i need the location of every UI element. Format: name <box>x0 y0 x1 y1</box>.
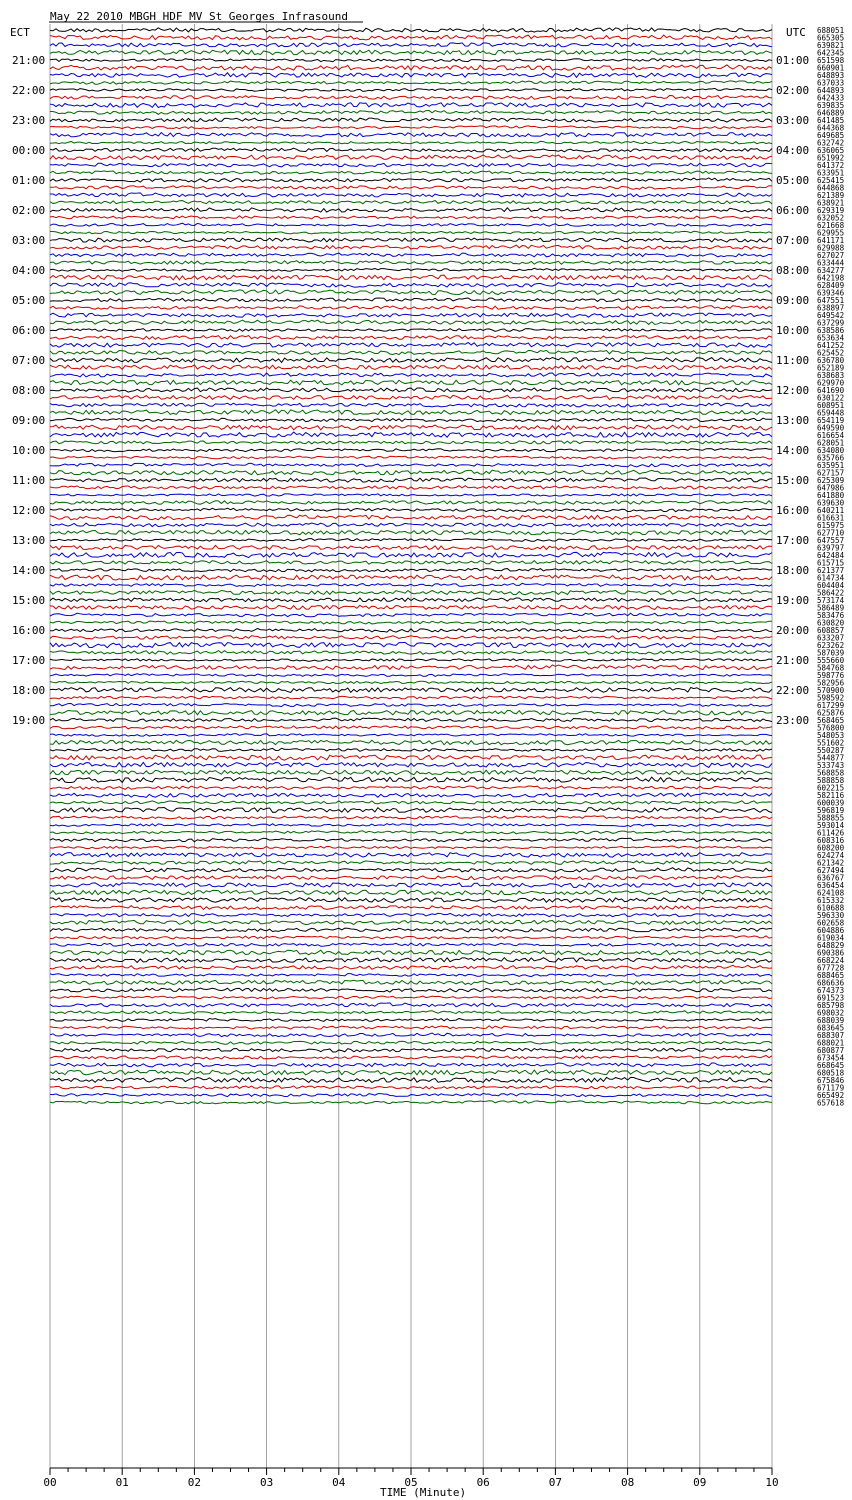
ect-hour-label: 10:00 <box>12 444 46 457</box>
trace-max-value: 648893 <box>817 71 845 80</box>
x-tick-label: 03 <box>259 1476 274 1489</box>
x-tick-label: 04 <box>332 1476 346 1489</box>
trace-max-value: 654119 <box>817 416 845 425</box>
trace-max-value: 614734 <box>817 573 845 583</box>
trace-max-value: 615975 <box>817 521 845 530</box>
utc-hour-label: 05:00 <box>776 174 810 187</box>
utc-hour-label: 19:00 <box>776 594 810 607</box>
utc-hour-label: 11:00 <box>776 354 810 367</box>
trace-max-value: 586422 <box>817 588 845 598</box>
trace-max-value: 647557 <box>817 536 845 545</box>
trace-max-value: 690386 <box>817 948 845 958</box>
trace-max-value: 639630 <box>817 498 845 508</box>
trace-max-value: 633207 <box>817 633 845 643</box>
x-axis-label: TIME (Minute) <box>380 1486 467 1499</box>
ect-hour-label: 11:00 <box>12 474 46 487</box>
utc-hour-label: 07:00 <box>776 234 810 247</box>
trace-max-value: 593014 <box>817 821 845 830</box>
trace-max-value: 619034 <box>817 933 845 943</box>
utc-hour-label: 14:00 <box>776 444 810 457</box>
trace-max-value: 641252 <box>817 341 845 350</box>
trace-max-value: 673454 <box>817 1053 845 1063</box>
trace-max-value: 683645 <box>817 1023 845 1033</box>
ect-hour-label: 21:00 <box>12 54 46 67</box>
trace-max-value: 596819 <box>817 806 845 815</box>
utc-hour-label: 12:00 <box>776 384 810 397</box>
ect-hour-labels <box>12 54 45 727</box>
trace-max-value: 627157 <box>817 468 845 478</box>
trace-max-value: 602215 <box>817 783 845 793</box>
trace-max-value: 637299 <box>817 318 845 328</box>
trace-max-value: 548053 <box>817 731 845 740</box>
trace-max-value: 611426 <box>817 828 845 838</box>
x-axis <box>43 1468 778 1489</box>
x-tick-label: 07 <box>548 1476 563 1489</box>
trace-max-value: 625452 <box>817 348 845 358</box>
trace-max-value: 638897 <box>817 303 845 313</box>
ect-hour-label: 23:00 <box>12 114 46 127</box>
trace-max-value: 641880 <box>817 491 845 500</box>
trace-max-value: 627710 <box>817 528 845 538</box>
trace-max-value: 608951 <box>817 401 845 410</box>
trace-max-value: 644368 <box>817 123 845 133</box>
trace-max-value: 646889 <box>817 108 845 118</box>
trace-max-value: 630122 <box>817 393 845 403</box>
utc-hour-label: 09:00 <box>776 294 810 307</box>
trace-max-value: 642198 <box>817 273 845 283</box>
trace-max-value: 644868 <box>817 183 845 193</box>
trace-max-value: 628409 <box>817 281 845 290</box>
trace-max-value: 617299 <box>817 701 845 710</box>
trace-max-value: 688307 <box>817 1031 845 1040</box>
trace-max-value: 621342 <box>817 858 845 868</box>
trace-max-value: 627494 <box>817 866 845 875</box>
x-tick-label: 02 <box>187 1476 202 1489</box>
utc-hour-label: 20:00 <box>776 624 810 637</box>
trace-max-value: 671179 <box>817 1083 845 1093</box>
trace-max-value: 576800 <box>817 723 845 733</box>
x-tick-label: 01 <box>115 1476 129 1489</box>
trace-max-value: 568858 <box>817 768 845 778</box>
x-tick-label: 08 <box>620 1476 635 1489</box>
trace-max-value: 652189 <box>817 363 845 373</box>
trace-max-value: 685798 <box>817 1001 845 1010</box>
utc-hour-label: 18:00 <box>776 564 810 577</box>
trace-max-value: 615715 <box>817 558 845 568</box>
x-tick-label: 10 <box>765 1476 779 1489</box>
trace-max-value: 649590 <box>817 423 845 433</box>
utc-hour-label: 08:00 <box>776 264 810 277</box>
trace-max-value: 570900 <box>817 686 845 695</box>
trace-max-value: 644893 <box>817 86 845 95</box>
trace-max-value: 636065 <box>817 146 845 155</box>
trace-max-value: 665492 <box>817 1091 845 1100</box>
trace-max-value: 688465 <box>817 971 845 980</box>
utc-hour-label: 16:00 <box>776 504 810 517</box>
x-tick-label: 05 <box>404 1476 418 1489</box>
trace-max-value: 629970 <box>817 378 845 388</box>
trace-max-value: 642345 <box>817 48 845 58</box>
trace-max-value: 668645 <box>817 1061 845 1070</box>
trace-max-value: 624108 <box>817 888 845 898</box>
trace-max-value: 628051 <box>817 438 845 448</box>
trace-max-value: 648829 <box>817 941 845 950</box>
ect-hour-label: 19:00 <box>12 714 46 727</box>
utc-hour-label: 10:00 <box>776 324 810 337</box>
trace-max-value: 632742 <box>817 138 845 148</box>
utc-hour-label: 15:00 <box>776 474 810 487</box>
trace-max-value: 660901 <box>817 63 845 73</box>
trace-max-value: 688021 <box>817 1038 845 1048</box>
ect-hour-label: 14:00 <box>12 564 46 577</box>
trace-max-value: 598592 <box>817 693 845 703</box>
trace-max-value: 657618 <box>817 1098 845 1108</box>
utc-hour-labels <box>776 54 809 727</box>
trace-max-value: 639346 <box>817 288 845 298</box>
trace-max-value: 608200 <box>817 843 845 853</box>
trace-max-value: 629988 <box>817 243 845 253</box>
trace-max-value: 642484 <box>817 551 845 560</box>
left-timezone-label: ECT <box>10 26 30 39</box>
trace-max-value: 625309 <box>817 476 845 485</box>
trace-max-value: 621377 <box>817 566 845 575</box>
utc-hour-label: 06:00 <box>776 204 810 217</box>
trace-max-value: 604886 <box>817 926 845 935</box>
trace-max-value: 698032 <box>817 1008 845 1018</box>
x-tick-label: 00 <box>43 1476 57 1489</box>
ect-hour-label: 08:00 <box>12 384 46 397</box>
trace-max-value: 598776 <box>817 671 845 680</box>
trace-max-value: 544877 <box>817 753 845 763</box>
trace-max-value: 573174 <box>817 596 845 605</box>
ect-hour-label: 02:00 <box>12 204 46 217</box>
trace-max-value: 624274 <box>817 851 845 860</box>
ect-hour-label: 22:00 <box>12 84 46 97</box>
trace-max-value: 634277 <box>817 266 845 275</box>
trace-max-value: 610688 <box>817 903 845 913</box>
trace-max-value: 627027 <box>817 251 845 260</box>
trace-max-value: 568465 <box>817 716 845 725</box>
x-tick-label: 09 <box>693 1476 707 1489</box>
trace-max-value: 615332 <box>817 896 845 905</box>
utc-hour-label: 02:00 <box>776 84 810 97</box>
ect-hour-label: 06:00 <box>12 324 46 337</box>
trace-max-value: 583476 <box>817 611 845 620</box>
trace-max-value: 582116 <box>817 791 845 800</box>
utc-hour-label: 17:00 <box>776 534 810 547</box>
trace-max-value: 588858 <box>817 776 845 785</box>
trace-max-value: 616631 <box>817 513 845 523</box>
trace-max-value: 582956 <box>817 678 845 688</box>
utc-hour-label: 13:00 <box>776 414 810 427</box>
utc-hour-label: 23:00 <box>776 714 810 727</box>
trace-max-value: 633444 <box>817 258 845 268</box>
trace-max-values <box>817 26 845 1108</box>
trace-max-value: 555660 <box>817 656 845 665</box>
trace-max-value: 653634 <box>817 333 845 343</box>
utc-hour-label: 21:00 <box>776 654 810 667</box>
chart-title: May 22 2010 MBGH HDF MV St Georges Infrasound <box>50 10 349 23</box>
trace-max-value: 680518 <box>817 1068 845 1078</box>
trace-max-value: 675846 <box>817 1076 845 1085</box>
trace-max-value: 625415 <box>817 176 845 185</box>
trace-max-value: 638921 <box>817 198 845 208</box>
trace-max-value: 636454 <box>817 881 845 890</box>
trace-max-value: 688039 <box>817 1016 845 1025</box>
trace-max-value: 641485 <box>817 116 845 125</box>
trace-max-value: 691523 <box>817 993 845 1003</box>
ect-hour-label: 01:00 <box>12 174 46 187</box>
ect-hour-label: 13:00 <box>12 534 46 547</box>
trace-max-value: 630820 <box>817 618 845 628</box>
trace-max-value: 621389 <box>817 191 845 200</box>
trace-max-value: 533743 <box>817 761 845 770</box>
trace-max-value: 637033 <box>817 78 845 88</box>
trace-max-value: 550287 <box>817 746 845 755</box>
trace-max-value: 649685 <box>817 131 845 140</box>
trace-max-value: 588855 <box>817 813 845 823</box>
trace-max-value: 629955 <box>817 228 845 238</box>
trace-max-value: 602658 <box>817 918 845 928</box>
trace-max-value: 635766 <box>817 453 845 463</box>
trace-max-value: 674373 <box>817 986 845 995</box>
trace-max-value: 616654 <box>817 431 845 440</box>
trace-max-value: 665305 <box>817 33 845 43</box>
trace-max-value: 651598 <box>817 56 845 65</box>
trace-max-value: 584768 <box>817 663 845 673</box>
trace-max-value: 639835 <box>817 101 845 110</box>
trace-max-value: 659448 <box>817 408 845 418</box>
trace-max-value: 608316 <box>817 836 845 845</box>
utc-hour-label: 01:00 <box>776 54 810 67</box>
trace-max-value: 596330 <box>817 911 845 920</box>
trace-max-value: 635951 <box>817 461 845 470</box>
utc-hour-label: 04:00 <box>776 144 810 157</box>
trace-max-value: 600039 <box>817 798 845 808</box>
trace-max-value: 686636 <box>817 978 845 988</box>
trace-max-value: 642433 <box>817 93 845 103</box>
ect-hour-label: 00:00 <box>12 144 46 157</box>
trace-max-value: 688051 <box>817 26 845 35</box>
trace-max-value: 641171 <box>817 236 845 245</box>
utc-hour-label: 03:00 <box>776 114 810 127</box>
x-tick-label: 06 <box>476 1476 490 1489</box>
trace-max-value: 639821 <box>817 41 845 50</box>
trace-max-value: 632052 <box>817 213 845 223</box>
ect-hour-label: 07:00 <box>12 354 46 367</box>
utc-hour-label: 22:00 <box>776 684 810 697</box>
ect-hour-label: 18:00 <box>12 684 46 697</box>
trace-max-value: 640211 <box>817 506 845 515</box>
trace-max-value: 551602 <box>817 738 845 748</box>
trace-max-value: 604404 <box>817 581 845 590</box>
ect-hour-label: 09:00 <box>12 414 46 427</box>
trace-max-value: 625876 <box>817 708 845 718</box>
ect-hour-label: 05:00 <box>12 294 46 307</box>
trace-max-value: 651992 <box>817 153 845 163</box>
trace-max-value: 634080 <box>817 446 845 455</box>
trace-max-value: 623262 <box>817 641 845 650</box>
trace-max-value: 586489 <box>817 603 845 613</box>
trace-max-value: 587039 <box>817 648 845 658</box>
trace-max-value: 629319 <box>817 206 845 215</box>
trace-max-value: 641372 <box>817 161 845 170</box>
ect-hour-label: 17:00 <box>12 654 46 667</box>
trace-max-value: 621668 <box>817 221 845 230</box>
trace-max-value: 633951 <box>817 168 845 178</box>
ect-hour-label: 04:00 <box>12 264 46 277</box>
trace-max-value: 649542 <box>817 311 845 320</box>
trace-max-value: 639797 <box>817 543 845 553</box>
ect-hour-label: 12:00 <box>12 504 46 517</box>
trace-max-value: 638683 <box>817 371 845 380</box>
trace-max-value: 668224 <box>817 956 845 965</box>
trace-max-value: 677728 <box>817 963 845 973</box>
trace-max-value: 680877 <box>817 1046 845 1055</box>
ect-hour-label: 03:00 <box>12 234 46 247</box>
trace-max-value: 608857 <box>817 626 845 635</box>
trace-max-value: 647551 <box>817 296 845 305</box>
right-timezone-label: UTC <box>786 26 806 39</box>
trace-max-value: 636767 <box>817 873 845 883</box>
trace-max-value: 647986 <box>817 483 845 493</box>
trace-max-value: 638586 <box>817 326 845 335</box>
ect-hour-label: 15:00 <box>12 594 46 607</box>
trace-max-value: 636780 <box>817 356 845 365</box>
trace-max-value: 641690 <box>817 386 845 395</box>
ect-hour-label: 16:00 <box>12 624 46 637</box>
